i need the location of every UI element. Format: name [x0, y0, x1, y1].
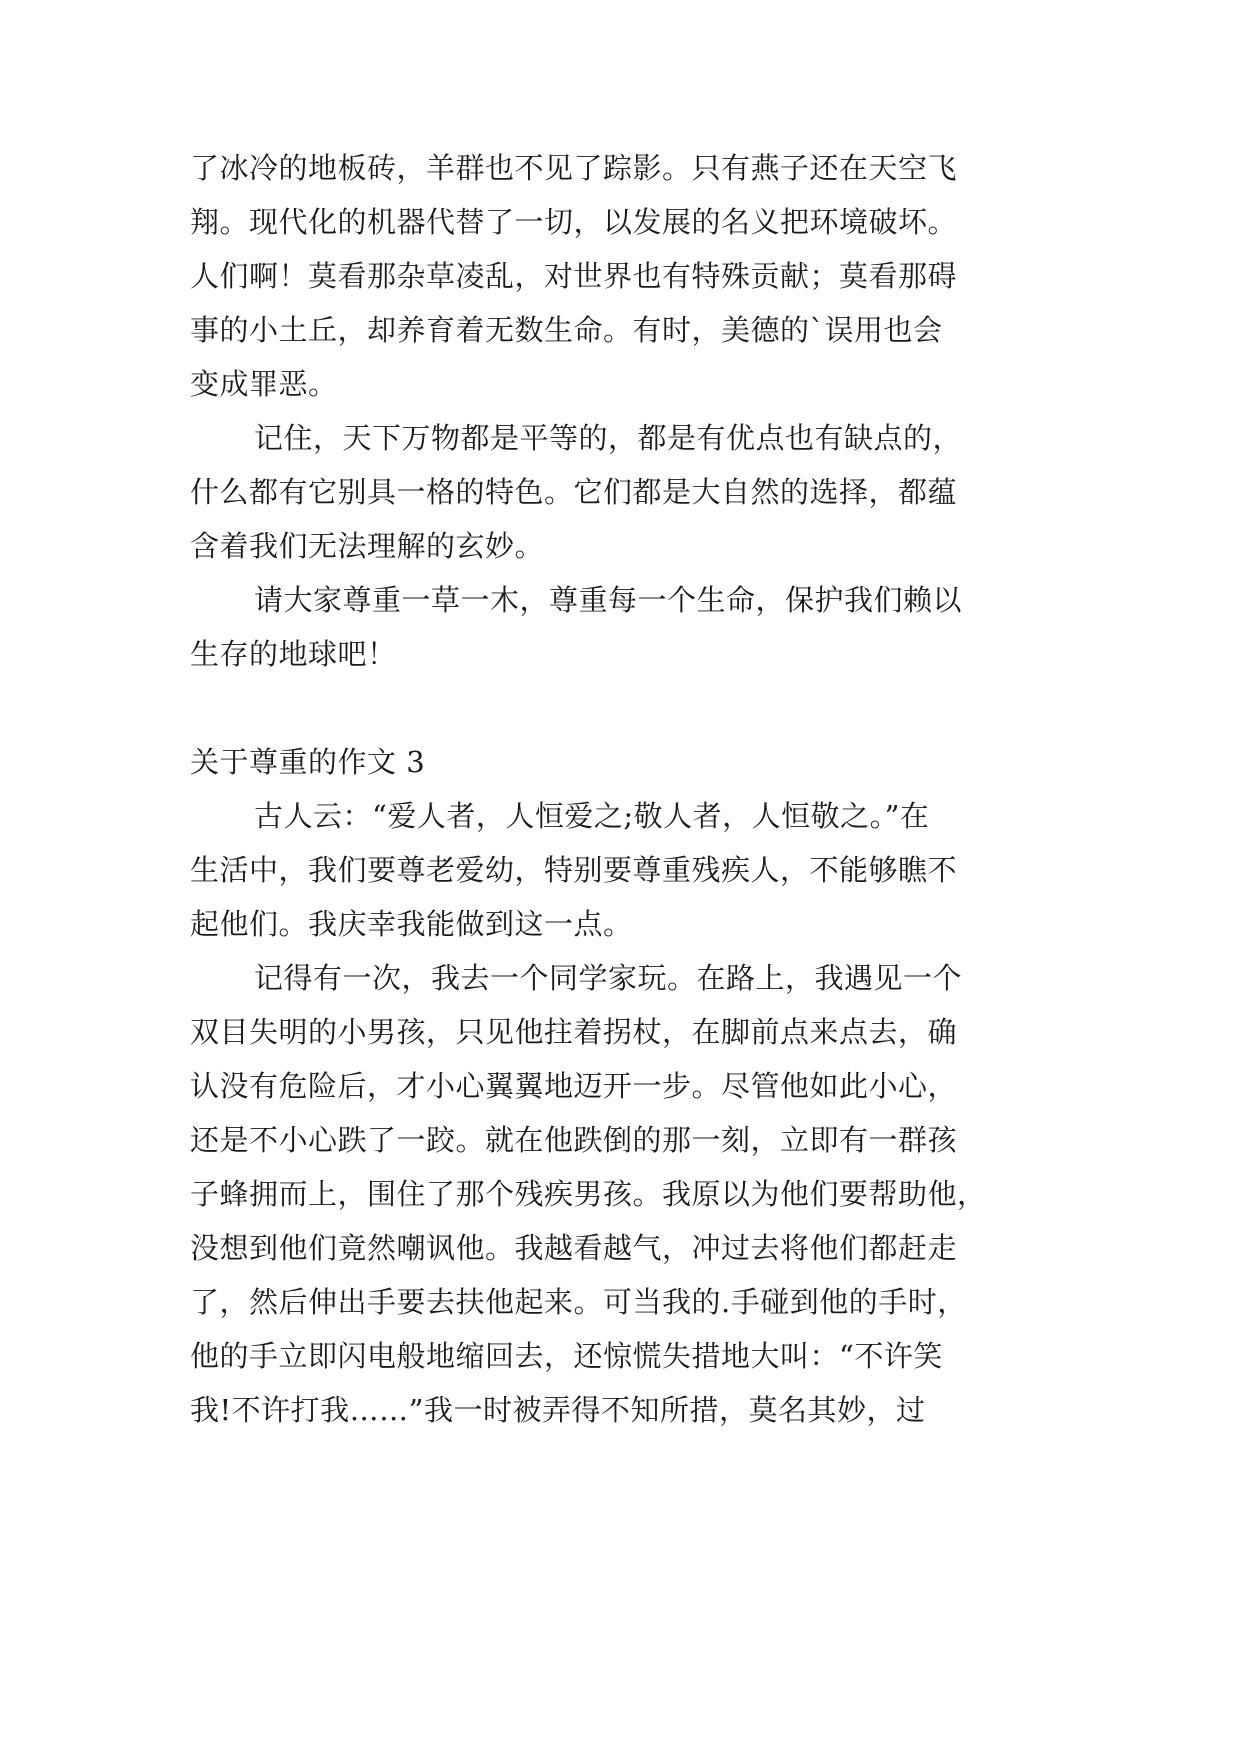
text-line: 请大家尊重一草一木，尊重每一个生命，保护我们赖以	[254, 583, 963, 617]
text-line: 没想到他们竟然嘲讽他。我越看越气，冲过去将他们都赶走	[190, 1231, 958, 1265]
text-line: 生活中，我们要尊老爱幼，特别要尊重残疾人，不能够瞧不	[190, 853, 958, 887]
text-line: 记住，天下万物都是平等的，都是有优点也有缺点的，	[254, 421, 963, 455]
text-line: 变成罪恶。	[190, 367, 338, 401]
text-line: 他的手立即闪电般地缩回去，还惊慌失措地大叫：“不许笑	[190, 1339, 943, 1373]
text-line: 含着我们无法理解的玄妙。	[190, 529, 545, 563]
text-line: 人们啊！莫看那杂草凌乱，对世界也有特殊贡献；莫看那碍	[190, 259, 958, 293]
section-title: 关于尊重的作文 3	[190, 745, 426, 779]
text-line: 起他们。我庆幸我能做到这一点。	[190, 907, 633, 941]
text-line: 了，然后伸出手要去扶他起来。可当我的.手碰到他的手时，	[190, 1285, 967, 1319]
text-line: 记得有一次，我去一个同学家玩。在路上，我遇见一个	[254, 961, 963, 995]
text-line: 还是不小心跌了一跤。就在他跌倒的那一刻，立即有一群孩	[190, 1123, 958, 1157]
text-line: 认没有危险后，才小心翼翼地迈开一步。尽管他如此小心，	[190, 1069, 958, 1103]
text-line: 子蜂拥而上，围住了那个残疾男孩。我原以为他们要帮助他，	[190, 1177, 987, 1211]
text-line: 双目失明的小男孩，只见他拄着拐杖，在脚前点来点去，确	[190, 1015, 958, 1049]
text-line: 古人云：“爱人者，人恒爱之;敬人者，人恒敬之。”在	[254, 799, 930, 833]
text-line: 我!不许打我……”我一时被弄得不知所措，莫名其妙，过	[190, 1393, 926, 1427]
text-line: 生存的地球吧！	[190, 637, 397, 671]
text-line: 什么都有它别具一格的特色。它们都是大自然的选择，都蕴	[190, 475, 958, 509]
text-line: 事的小土丘，却养育着无数生命。有时，美德的`误用也会	[190, 313, 943, 347]
text-line: 了冰冷的地板砖，羊群也不见了踪影。只有燕子还在天空飞	[190, 151, 958, 185]
text-line: 翔。现代化的机器代替了一切，以发展的名义把环境破坏。	[190, 205, 958, 239]
